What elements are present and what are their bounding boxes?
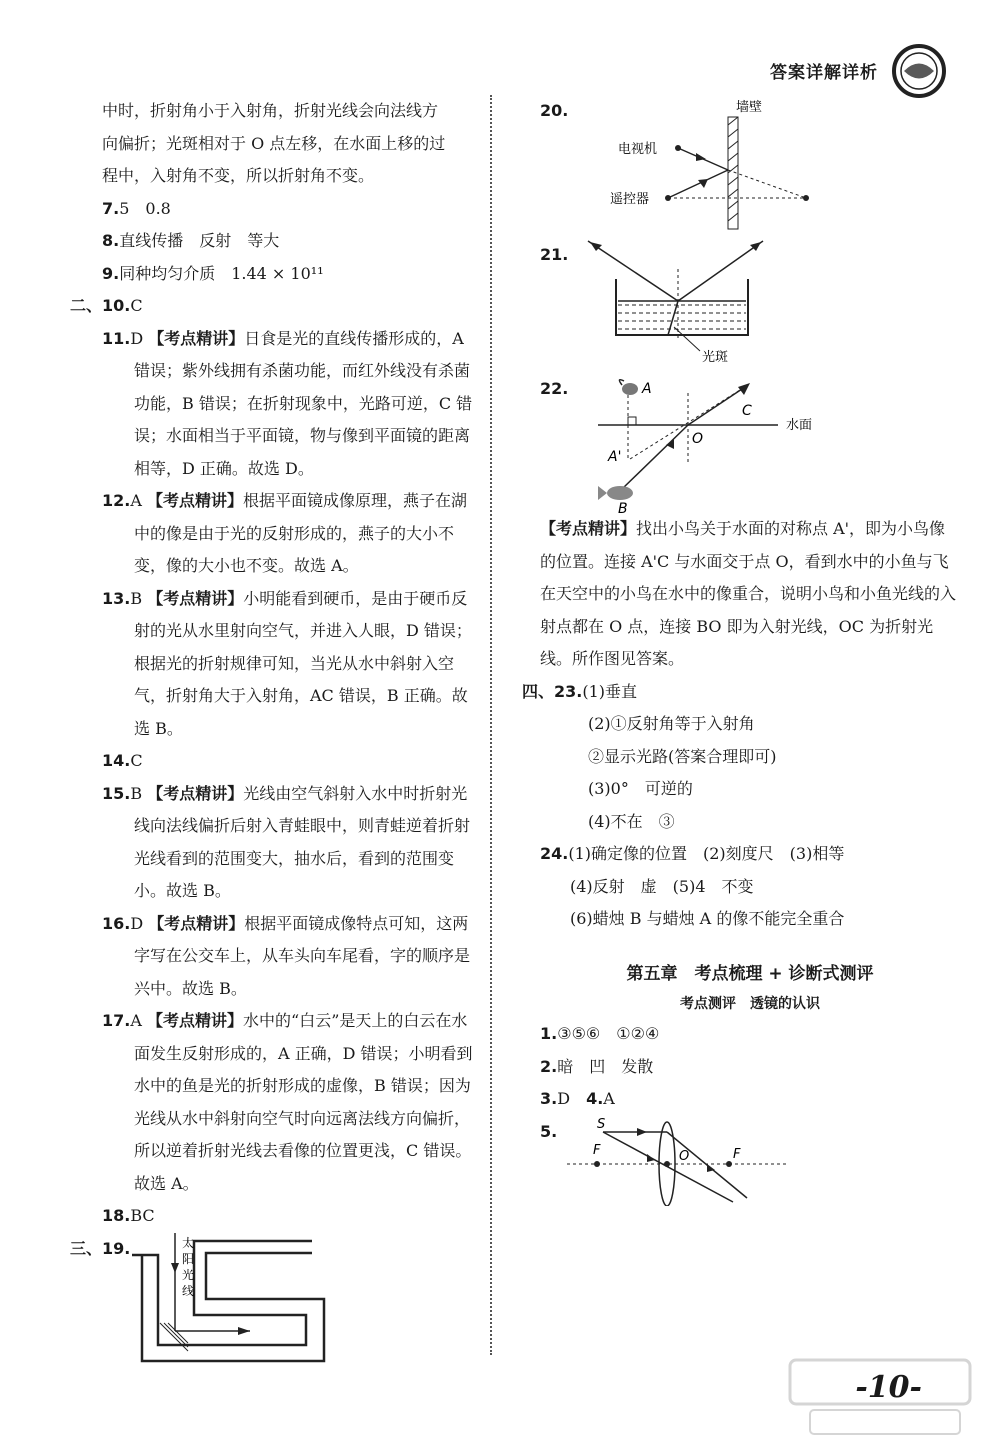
figure-22-bird-fish-refraction-diagram [568, 373, 828, 513]
svg-text:水面: 水面 [786, 418, 813, 433]
svg-text:墙壁: 墙壁 [736, 100, 763, 115]
figure-5-convex-lens-diagram [557, 1116, 797, 1206]
svg-text:A': A' [608, 449, 622, 465]
answer-17: 17.A 【考点精讲】水中的“白云”是天上的白云在水面发生反射形成的，A 正确，D 错误；小明看到水中的鱼是光的折射形成的虚像，B 错误；因为光线从水中斜射向空气时向远离法线方向偏折，所以逆着折射光线去看像的位置更浅，C 错误。故选 A。 [102, 1011, 473, 1193]
answer-18: 18.BC [102, 1206, 155, 1225]
chapter5-answer-3-4: 3.D 4.A [540, 1089, 615, 1108]
header-title: 答案详解详析 [770, 63, 878, 83]
svg-text:光: 光 [182, 1267, 195, 1282]
subsection-title: 考点测评 透镜的认识 [680, 996, 820, 1012]
svg-text:遥控器: 遥控器 [610, 192, 650, 207]
svg-text:电视机: 电视机 [618, 142, 658, 157]
figure-20-remote-reflection-diagram [568, 95, 828, 235]
watermark-stamp-icon [780, 1350, 980, 1440]
answer-14: 14.C [102, 751, 143, 770]
answer-11: 11.D 【考点精讲】日食是光的直线传播形成的，A 错误；紫外线拥有杀菌功能，而红外线没有杀菌功能，B 错误；在折射现象中，光路可逆，C 错误；水面相当于平面镜，物与像到平面镜的距离相等，D 正确。故选 D。 [102, 328, 473, 478]
answer-15: 15.B 【考点精讲】光线由空气斜射入水中时折射光线向法线偏折后射入青蛙眼中，则青蛙逆着折射光线看到的范围变大，抽水后，看到的范围变小。故选 B。 [102, 783, 471, 900]
svg-text:O: O [679, 1148, 690, 1164]
seal-logo-icon [890, 42, 948, 100]
svg-text:F: F [733, 1146, 741, 1162]
answer-12: 12.A 【考点精讲】根据平面镜成像原理，燕子在湖中的像是由于光的反射形成的，燕子的大小不变，像的大小也不变。故选 A。 [102, 491, 468, 575]
page-number: -10- [855, 1370, 922, 1405]
answer-8: 8.直线传播 反射 等大 [102, 231, 280, 250]
svg-text:C: C [742, 403, 753, 419]
svg-text:A: A [642, 381, 652, 397]
fish-icon [598, 486, 633, 500]
svg-text:B: B [618, 501, 628, 513]
answer-19: 三、 19. 太 阳 光 线 [70, 1233, 475, 1373]
bird-icon [620, 380, 639, 395]
answer-23: 四、23.(1)垂直 (2)①反射角等于入射角 ②显示光路(答案合理即可) (3)0° 可逆的 (4)不在 ③ [522, 681, 777, 831]
right-column [522, 95, 960, 1206]
svg-text:O: O [692, 431, 704, 447]
svg-text:太: 太 [182, 1235, 195, 1250]
answer-22: 22. 水面 A A' C O B [540, 373, 960, 513]
chapter5-answer-2: 2.暗 凹 发散 [540, 1056, 654, 1076]
answer-20: 20. 墙壁 电视机 遥控器 [540, 95, 960, 235]
svg-text:阳: 阳 [182, 1251, 195, 1266]
svg-text:F: F [593, 1142, 601, 1158]
answer-22-explanation: 【考点精讲】找出小鸟关于水面的对称点 A'，即为小鸟像的位置。连接 A'C 与水面交于点 O，看到水中的小鱼与飞在天空中的小鸟在水中的像重合，说明小鸟和小鱼光线的入射点都在 O 点，连接 BO 即为入射光线，OC 为折射光线。所作图见答案。 [540, 519, 957, 668]
answer-9: 9.同种均匀介质 1.44 × 10¹¹ [102, 263, 324, 283]
left-column [70, 95, 475, 1373]
figure-21-refraction-cup-diagram [568, 239, 828, 369]
svg-text:光斑: 光斑 [702, 350, 729, 365]
continued-text: 中时，折射角小于入射角，折射光线会向法线方 向偏折；光斑相对于 O 点左移，在水面上移的过 程中，入射角不变，所以折射角不变。 [102, 101, 446, 185]
answer-16: 16.D 【考点精讲】根据平面镜成像特点可知，这两字写在公交车上，从车头向车尾看，字的顺序是兴中。故选 B。 [102, 913, 471, 998]
svg-text:S: S [597, 1116, 606, 1132]
answer-24: 24.(1)确定像的位置 (2)刻度尺 (3)相等 (4)反射 虚 (5)4 不变 (6)蜡烛 B 与蜡烛 A 的像不能完全重合 [540, 844, 845, 928]
svg-text:线: 线 [182, 1283, 195, 1298]
column-divider [490, 95, 492, 1355]
chapter5-answer-5: 5. S F O F [540, 1116, 960, 1206]
chapter-title: 第五章 考点梳理 + 诊断式测评 [626, 963, 874, 984]
chapter5-answer-1: 1.③⑤⑥ ①②④ [540, 1024, 660, 1043]
answer-7: 7.5 0.8 [102, 198, 171, 218]
figure-19-periscope-diagram [130, 1233, 340, 1373]
answer-21: 21. 光斑 [540, 239, 960, 369]
answer-13: 13.B 【考点精讲】小明能看到硬币，是由于硬币反射的光从水里射向空气，并进入人眼，D 错误；根据光的折射规律可知，当光从水中斜射入空气，折射角大于入射角，AC 错误，B 正确。故选 B。 [102, 588, 472, 738]
answer-10: 二、10.C [70, 296, 143, 315]
